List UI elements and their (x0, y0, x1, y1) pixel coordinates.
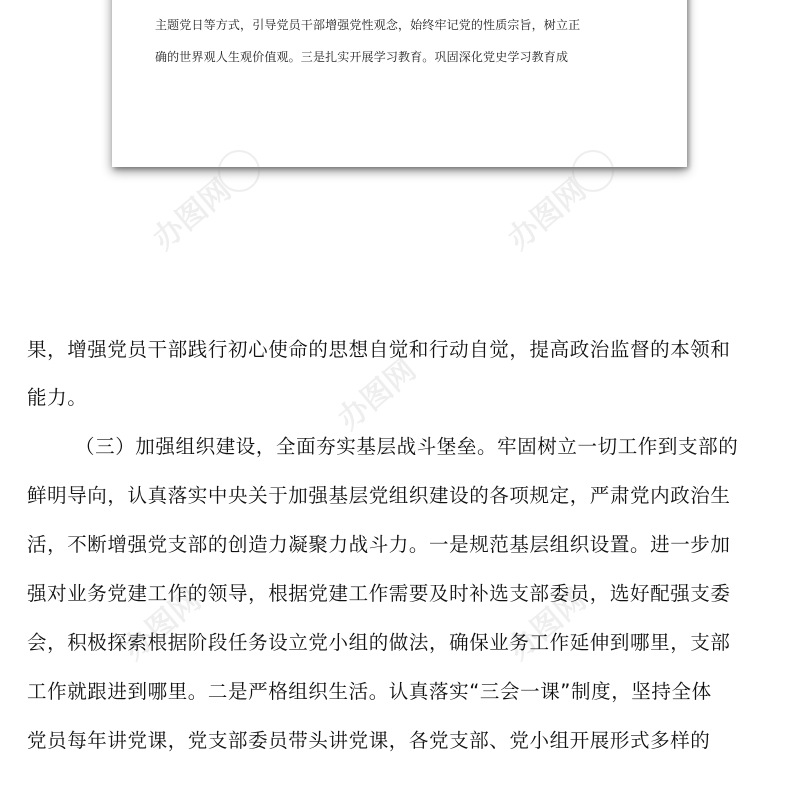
body-line-8: 工作就跟进到哪里。二是严格组织生活。认真落实“三会一课”制度，坚持全体 (27, 680, 712, 703)
card-text-line-1: 主题党日等方式，引导党员干部增强党性观念，始终牢记党的性质宗旨，树立正 (155, 18, 581, 32)
body-line-9: 党员每年讲党课，党支部委员带头讲党课，各党支部、党小组开展形式多样的 (27, 729, 711, 752)
previous-page-card (112, 0, 687, 167)
watermark-5: 办图网 (501, 582, 593, 668)
section-heading-paragraph: （三）加强组织建设，全面夯实基层战斗堡垒。牢固树立一切工作到支部的 (75, 435, 739, 458)
watermark-4: 办图网 (116, 582, 208, 668)
body-line-6: 强对业务党建工作的领导，根据党建工作需要及时补选支部委员，选好配强支委 (27, 582, 731, 605)
body-line-5: 活，不断增强党支部的创造力凝聚力战斗力。一是规范基层组织设置。进一步加 (27, 533, 731, 556)
watermark-2: 办图网 (501, 172, 593, 258)
body-line-7: 会，积极探索根据阶段任务设立党小组的做法，确保业务工作延伸到哪里，支部 (27, 631, 731, 654)
watermark-3: 办图网 (331, 352, 423, 438)
body-line-4: 鲜明导向，认真落实中央关于加强基层党组织建设的各项规定，严肃党内政治生 (27, 484, 731, 507)
watermark-1: 办图网 (146, 172, 238, 258)
body-line-1: 果，增强党员干部践行初心使命的思想自觉和行动自觉，提高政治监督的本领和 (27, 338, 731, 361)
card-text-line-2: 确的世界观人生观价值观。三是扎实开展学习教育。巩固深化党史学习教育成 (155, 50, 569, 64)
body-line-2: 能力。 (27, 386, 88, 409)
